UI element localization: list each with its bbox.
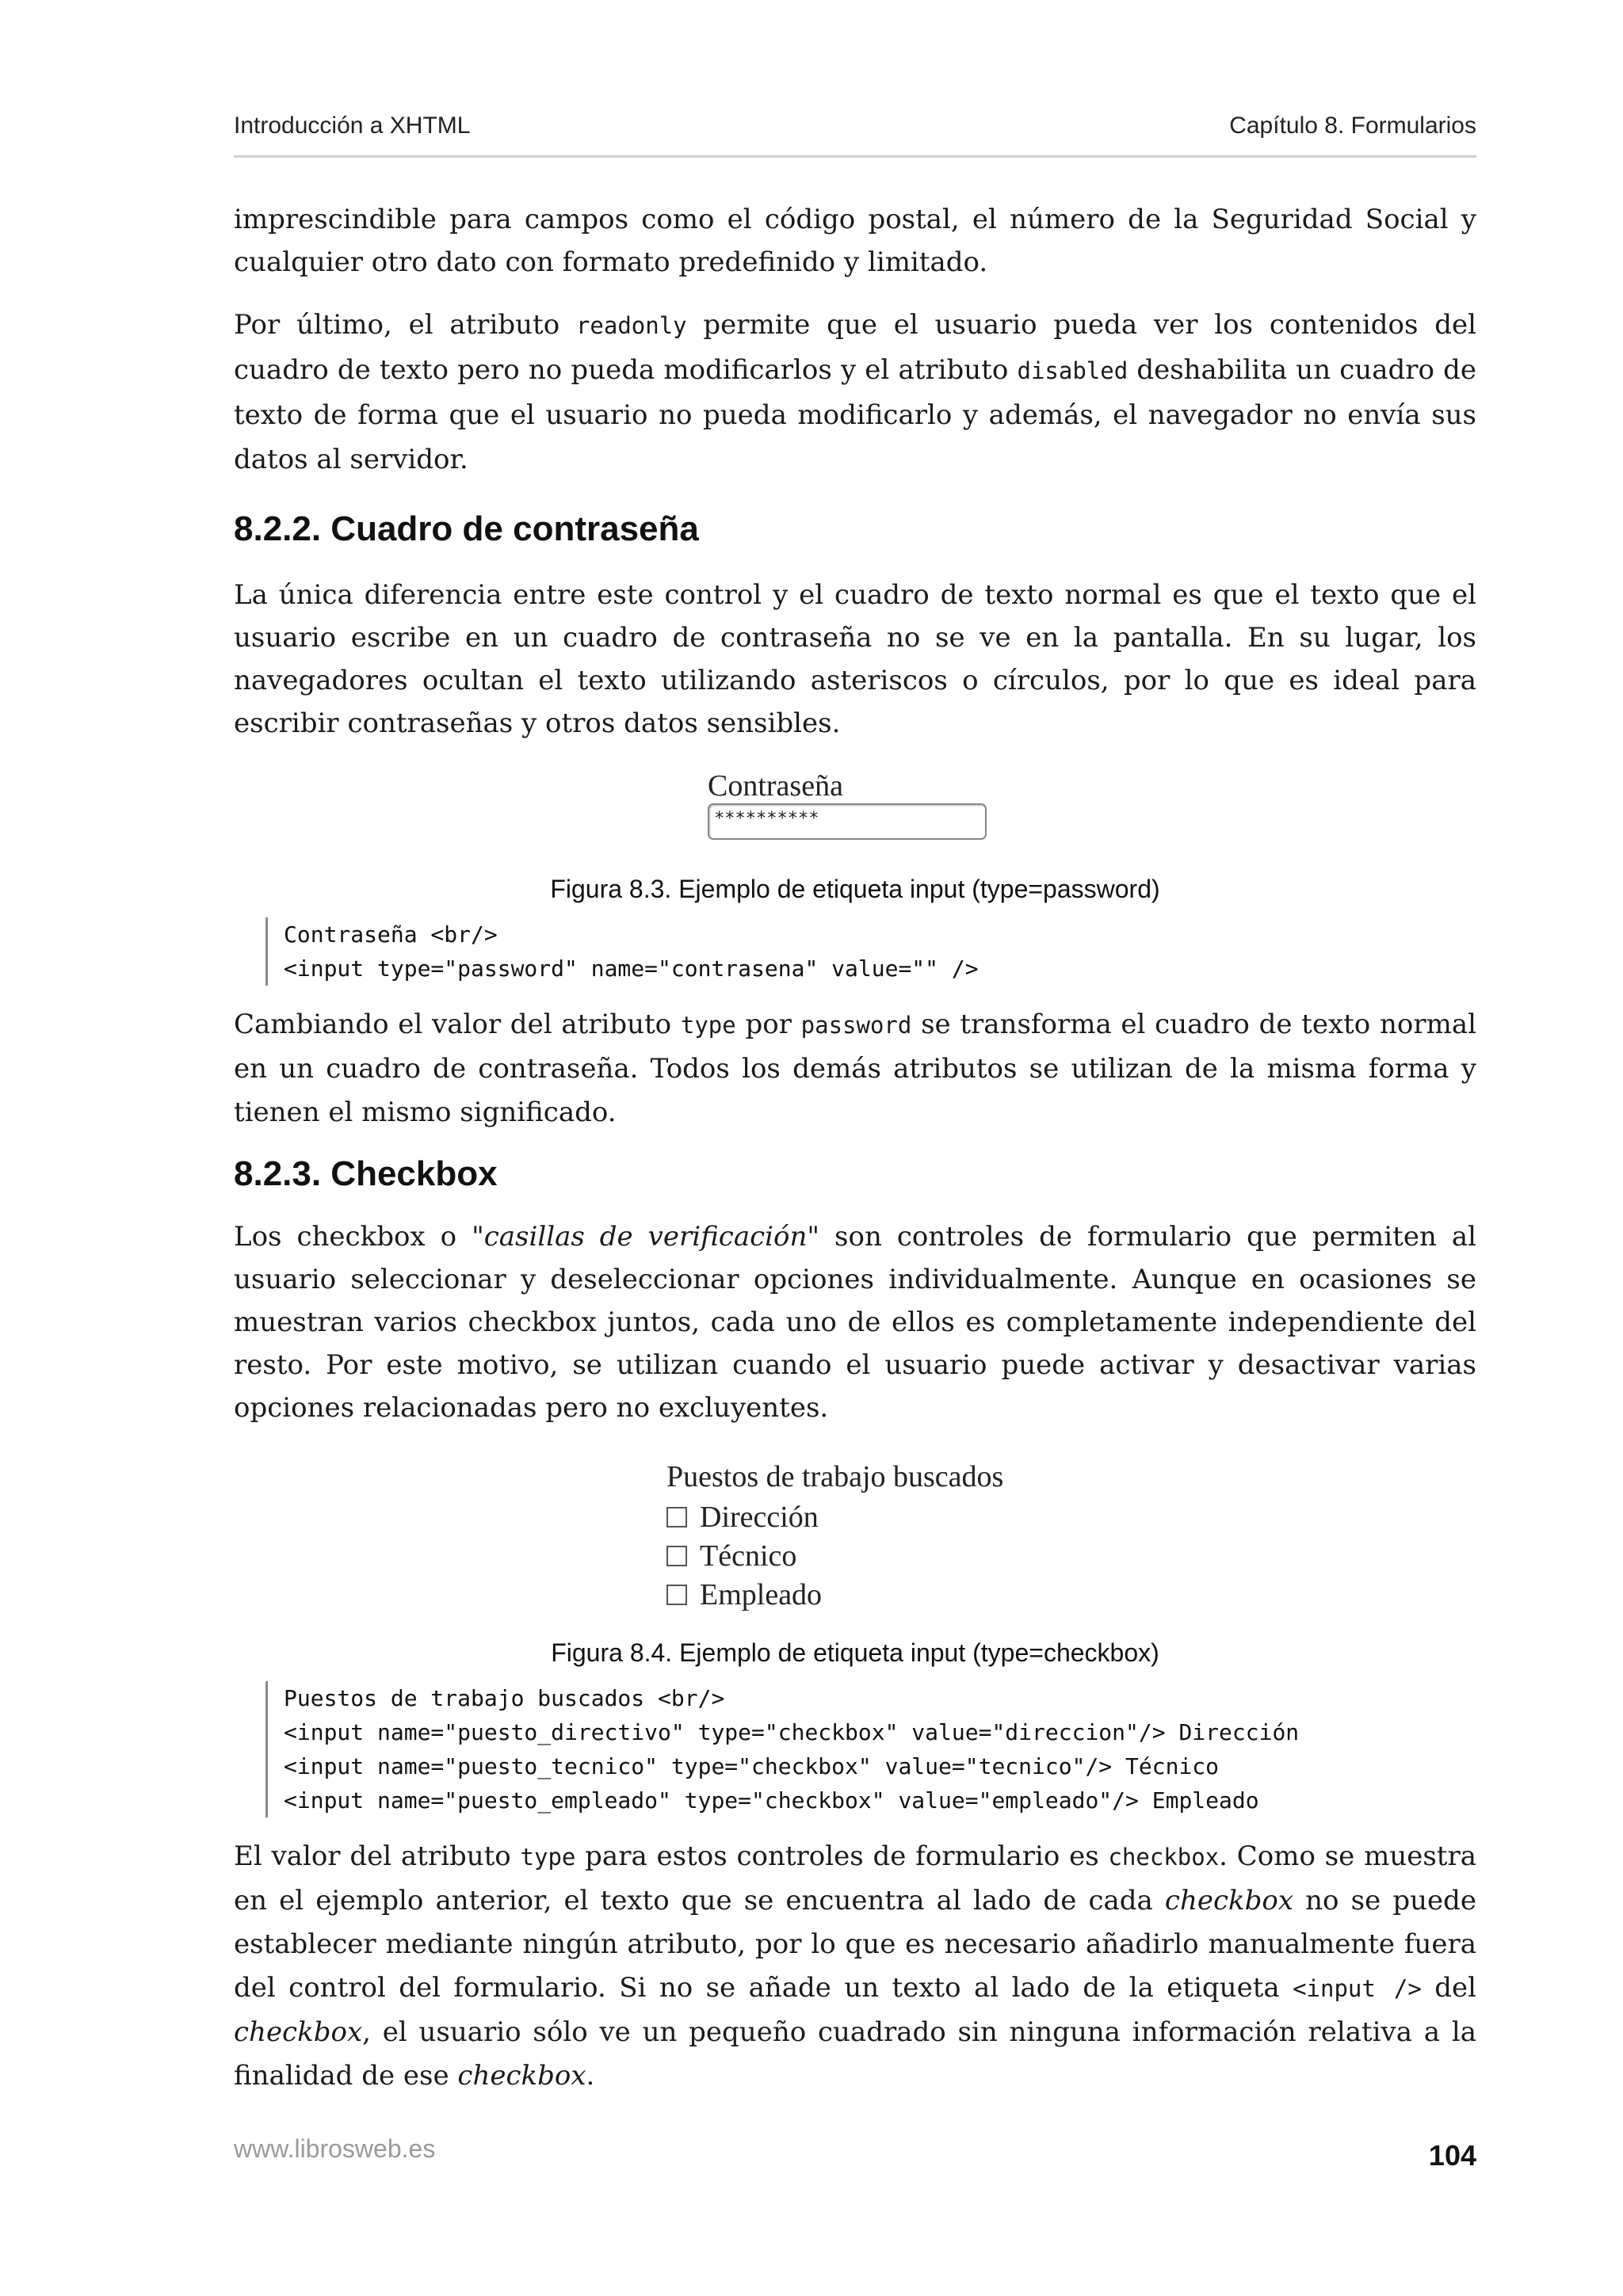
checkbox-option-tecnico[interactable] (666, 1536, 1003, 1575)
figure-caption-checkbox: Figura 8.4. Ejemplo de etiqueta input (type=checkbox) (551, 1638, 1159, 1667)
paragraph-password-intro: La única diferencia entre este control y el cuadro de texto normal es que el texto que el usuario escribe en un cuadro de contraseña no se ve en la pantalla. En su lugar, los navegadores ocultan el texto utilizando asteriscos o círculos, por lo que es ideal para escribir contraseñas y otros datos sensibles. (234, 579, 1476, 739)
code-block-checkbox (265, 1681, 1476, 1817)
paragraph-checkbox-type: El valor del atributo type para estos controles de formulario es checkbox. Como se muestra en el ejemplo anterior, el texto que se encuentra al lado de cada checkbox no se puede establecer mediante ningún atributo, por lo que es necesario añadirlo manualmente fuera del control del formulario. Si no se añade un texto al lado de la etiqueta <input /> del checkbox, el usuario sólo ve un pequeño cuadrado sin ninguna información relativa a la finalidad de ese checkbox. (234, 1840, 1476, 2092)
paragraph-password-type: Cambiando el valor del atributo type por password se transforma el cuadro de texto normal en un cuadro de contraseña. Todos los demás atributos se utilizan de la misma forma y tienen el mismo significado. (234, 1009, 1476, 1128)
inline-code-password: password (800, 1012, 912, 1039)
figure-caption-password: Figura 8.3. Ejemplo de etiqueta input (type=password) (550, 875, 1160, 903)
code-line: Puestos de trabajo buscados <br/> (284, 1685, 725, 1711)
code-line: Contraseña <br/> (284, 921, 498, 948)
inline-code-type: type (520, 1844, 576, 1871)
running-header (234, 109, 1476, 158)
figure-password-example (234, 769, 1476, 871)
header-book-title: Introducción a XHTML (234, 113, 471, 139)
password-field-label: Contraseña (708, 769, 843, 803)
password-input[interactable]: ********** (708, 803, 987, 840)
checkbox-option-empleado[interactable] (666, 1575, 1003, 1614)
checkbox-label: Técnico (700, 1539, 797, 1573)
header-chapter-title: Capítulo 8. Formularios (1229, 113, 1476, 139)
paragraph-continuation: imprescindible para campos como el código postal, el número de la Seguridad Social y cualquier otro dato con formato predefinido y limitado. (234, 204, 1476, 278)
inline-code-checkbox: checkbox (1108, 1844, 1220, 1871)
emphasis-casillas: "casillas de verificación" (472, 1221, 820, 1253)
code-line: <input name="puesto_empleado" type="checkbox" value="empleado"/> Empleado (284, 1787, 1259, 1814)
inline-code-readonly: readonly (575, 312, 687, 339)
checkbox-option-direccion[interactable] (666, 1497, 1003, 1536)
checkbox-icon[interactable] (666, 1546, 687, 1566)
section-heading-checkbox: 8.2.3. Checkbox (234, 1154, 498, 1193)
section-heading-password: 8.2.2. Cuadro de contraseña (234, 509, 699, 548)
code-line: <input name="puesto_directivo" type="checkbox" value="direccion"/> Dirección (284, 1719, 1300, 1745)
figure-checkbox-example (234, 1456, 1476, 1635)
checkbox-icon[interactable] (666, 1507, 687, 1527)
checkbox-icon[interactable] (666, 1585, 687, 1605)
inline-code-type: type (680, 1012, 736, 1039)
paragraph-checkbox-intro: Los checkbox o "casillas de verificación" son controles de formulario que permiten al usuario seleccionar y deseleccionar opciones individualmente. Aunque en ocasiones se muestran varios checkbox juntos, cada uno de ellos es completamente independiente del resto. Por este motivo, se utilizan cuando el usuario puede activar y desactivar varias opciones relacionadas pero no excluyentes. (234, 1221, 1476, 1424)
inline-code-disabled: disabled (1017, 357, 1128, 384)
page-number: 104 (1428, 2139, 1476, 2172)
code-line: <input type="password" name="contrasena" value="" /> (284, 955, 979, 982)
paragraph-readonly-disabled: Por último, el atributo readonly permite que el usuario pueda ver los contenidos del cuadro de texto pero no pueda modificarlos y el atributo disabled deshabilita un cuadro de texto de forma que el usuario no pueda modificarlo y además, el navegador no envía sus datos al servidor. (234, 309, 1476, 475)
checkbox-label: Dirección (700, 1500, 819, 1534)
inline-code-input-tag: <input /> (1293, 1975, 1422, 2002)
code-block-password (265, 917, 1476, 986)
code-line: <input name="puesto_tecnico" type="checkbox" value="tecnico"/> Técnico (284, 1753, 1220, 1779)
page-content (234, 198, 1476, 2098)
checkbox-group-title: Puestos de trabajo buscados (666, 1460, 1004, 1493)
checkbox-label: Empleado (700, 1577, 823, 1611)
footer-site-link[interactable]: www.librosweb.es (234, 2134, 436, 2163)
